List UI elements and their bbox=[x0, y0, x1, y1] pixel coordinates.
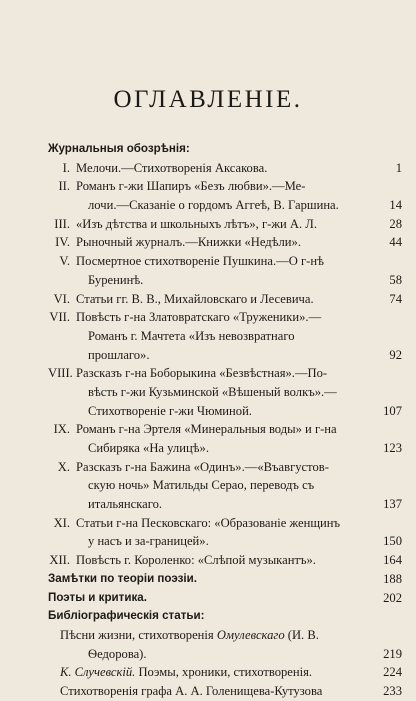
toc-line-cont bbox=[48, 383, 404, 402]
toc-entry-text: Разсказъ г-на Бажина «Одинъ».—«Въавгустов- bbox=[76, 459, 329, 474]
toc-entry-text-plain: Поэмы, хроники, стихотворенія. bbox=[135, 665, 313, 680]
toc-line-entry bbox=[48, 308, 404, 327]
toc-entry-text: Романъ г. Мачтета «Изъ невозвратнаго bbox=[88, 328, 295, 343]
toc-entry-text: скую ночь» Матильды Серао, переводъ съ bbox=[88, 478, 315, 493]
toc-entry-text: Журнальныя обозрѣнія: bbox=[48, 142, 190, 155]
toc-line-section bbox=[48, 140, 404, 159]
toc-line-entry bbox=[48, 420, 404, 439]
toc-page-number: 58 bbox=[389, 272, 402, 287]
toc-line-entry bbox=[48, 290, 404, 309]
toc-page-number: 14 bbox=[389, 198, 402, 213]
toc-line-cont bbox=[48, 402, 404, 421]
toc-page-number: 74 bbox=[389, 291, 402, 306]
toc-entry-text: у насъ и за-границей». bbox=[88, 534, 209, 549]
toc-entry-text: Буренинѣ. bbox=[88, 272, 144, 287]
toc-entry-text: Статьи г-на Песковскаго: «Образованіе женщинъ bbox=[76, 515, 341, 530]
toc-line-cont bbox=[48, 495, 404, 514]
toc-line-cont bbox=[48, 645, 404, 664]
toc-entry-text-plain: Пѣсни жизни, стихотворенія bbox=[60, 627, 217, 642]
toc-entry-number: III. bbox=[54, 216, 70, 231]
toc-line-cont bbox=[48, 439, 404, 458]
toc-line-entry bbox=[48, 215, 404, 234]
toc-entry-text bbox=[60, 682, 370, 701]
toc-entry-number: I. bbox=[62, 160, 70, 175]
toc-entry-number: IX. bbox=[53, 422, 70, 437]
toc-entry-text: Замѣтки по теоріи поэзіи. bbox=[48, 571, 197, 585]
toc-entry-text: Посмертное стихотвореніе Пушкина.—О г-нѣ bbox=[76, 254, 324, 269]
toc-entry-number: V. bbox=[59, 254, 70, 269]
toc-entry-text: Повѣсть г. Короленко: «Слѣпой музыкантъ». bbox=[76, 553, 316, 568]
table-of-contents bbox=[48, 140, 404, 701]
toc-page-number: 224 bbox=[383, 665, 402, 680]
toc-entry-text-italic: Омулевскаго bbox=[216, 627, 285, 642]
toc-line-entry bbox=[48, 458, 404, 477]
toc-entry-text: Романъ г-на Эртеля «Минеральныя воды» и г-на bbox=[76, 422, 337, 437]
toc-entry-text: Библіографическія статьи: bbox=[48, 609, 205, 623]
toc-page-number: 44 bbox=[389, 235, 402, 250]
toc-page-number: 164 bbox=[383, 553, 402, 568]
toc-entry-number: VII. bbox=[49, 310, 70, 325]
toc-page-number: 202 bbox=[383, 590, 402, 605]
toc-entry-text: Разсказъ г-на Боборыкина «Безвѣстная».—По- bbox=[76, 366, 328, 381]
toc-line-cont bbox=[48, 346, 404, 365]
toc-line-cont bbox=[48, 327, 404, 346]
toc-entry-text: лочи.—Сказаніе о гордомъ Аггеѣ, В. Гаршина. bbox=[88, 198, 339, 213]
toc-page-number: 92 bbox=[389, 347, 402, 362]
toc-entry-text: вѣсть г-жи Кузьминской «Вѣшеный волкъ».— bbox=[88, 384, 337, 399]
toc-entry-text: Повѣсть г-на Златовратскаго «Труженики».— bbox=[76, 310, 322, 325]
toc-line-section bbox=[48, 589, 404, 608]
toc-page-number: 123 bbox=[383, 441, 402, 455]
toc-line-entry bbox=[48, 252, 404, 271]
toc-entry-text-plain: Стихотворенія графа А. А. Голенищева-Кутузова bbox=[60, 683, 323, 698]
toc-entry-text: прошлаго». bbox=[88, 347, 150, 362]
toc-entry-text: Статьи гг. В. В., Михайловскаго и Лесевича. bbox=[76, 291, 314, 306]
toc-line-entry bbox=[48, 551, 404, 570]
toc-entry-number: XII. bbox=[49, 553, 70, 568]
toc-entry-number: VI. bbox=[53, 291, 70, 306]
toc-entry-text: Стихотвореніе г-жи Чюминой. bbox=[88, 403, 252, 418]
toc-line-sub bbox=[48, 682, 404, 701]
toc-entry-text: Мелочи.—Стихотворенія Аксакова. bbox=[76, 160, 268, 175]
toc-page-number: 28 bbox=[389, 216, 402, 231]
toc-line-sub bbox=[48, 626, 404, 645]
toc-line-entry bbox=[48, 514, 404, 533]
toc-entry-number: IV. bbox=[55, 235, 70, 250]
toc-entry-text-plain: (И. В. bbox=[284, 627, 319, 642]
toc-entry-text bbox=[60, 626, 370, 645]
toc-page-number: 150 bbox=[383, 534, 402, 549]
toc-line-section bbox=[48, 607, 404, 626]
toc-page-number: 137 bbox=[383, 497, 402, 512]
toc-entry-text: Сибиряка «На улицѣ». bbox=[88, 441, 209, 455]
toc-entry-text: Поэты и критика. bbox=[48, 590, 147, 604]
toc-entry-text-italic: К. Случевскій. bbox=[60, 665, 136, 680]
toc-entry-text bbox=[60, 663, 370, 682]
toc-page-number: 188 bbox=[383, 571, 402, 586]
toc-line-sub bbox=[48, 663, 404, 682]
toc-entry-text: «Изъ дѣтства и школьныхъ лѣтъ», г-жи А. Л. bbox=[76, 216, 317, 231]
toc-page-number: 233 bbox=[383, 683, 402, 698]
toc-line-entry bbox=[48, 364, 404, 383]
toc-entry-number: II. bbox=[58, 179, 70, 194]
toc-page-number: 107 bbox=[383, 403, 402, 418]
toc-entry-text: Романъ г-жи Шапиръ «Безъ любви».—Ме- bbox=[76, 179, 306, 194]
toc-entry-number: VIII. bbox=[48, 366, 73, 381]
toc-line-section bbox=[48, 570, 404, 589]
toc-line-entry bbox=[48, 177, 404, 196]
toc-entry-text: итальянскаго. bbox=[88, 497, 163, 512]
toc-line-cont bbox=[48, 196, 404, 215]
toc-entry-number: X. bbox=[57, 459, 70, 474]
toc-line-entry bbox=[48, 159, 404, 178]
toc-line-cont bbox=[48, 532, 404, 551]
toc-page-number: 1 bbox=[395, 160, 402, 175]
toc-line-cont bbox=[48, 476, 404, 495]
toc-page-number: 219 bbox=[383, 646, 402, 661]
toc-entry-text: Ѳедорова). bbox=[88, 646, 147, 661]
toc-entry-text: Рыночный журналъ.—Книжки «Недѣли». bbox=[76, 235, 301, 250]
toc-line-entry bbox=[48, 233, 404, 252]
toc-line-cont bbox=[48, 271, 404, 290]
page-title: ОГЛАВЛЕНІЕ. bbox=[113, 86, 303, 113]
toc-entry-number: XI. bbox=[53, 515, 70, 530]
